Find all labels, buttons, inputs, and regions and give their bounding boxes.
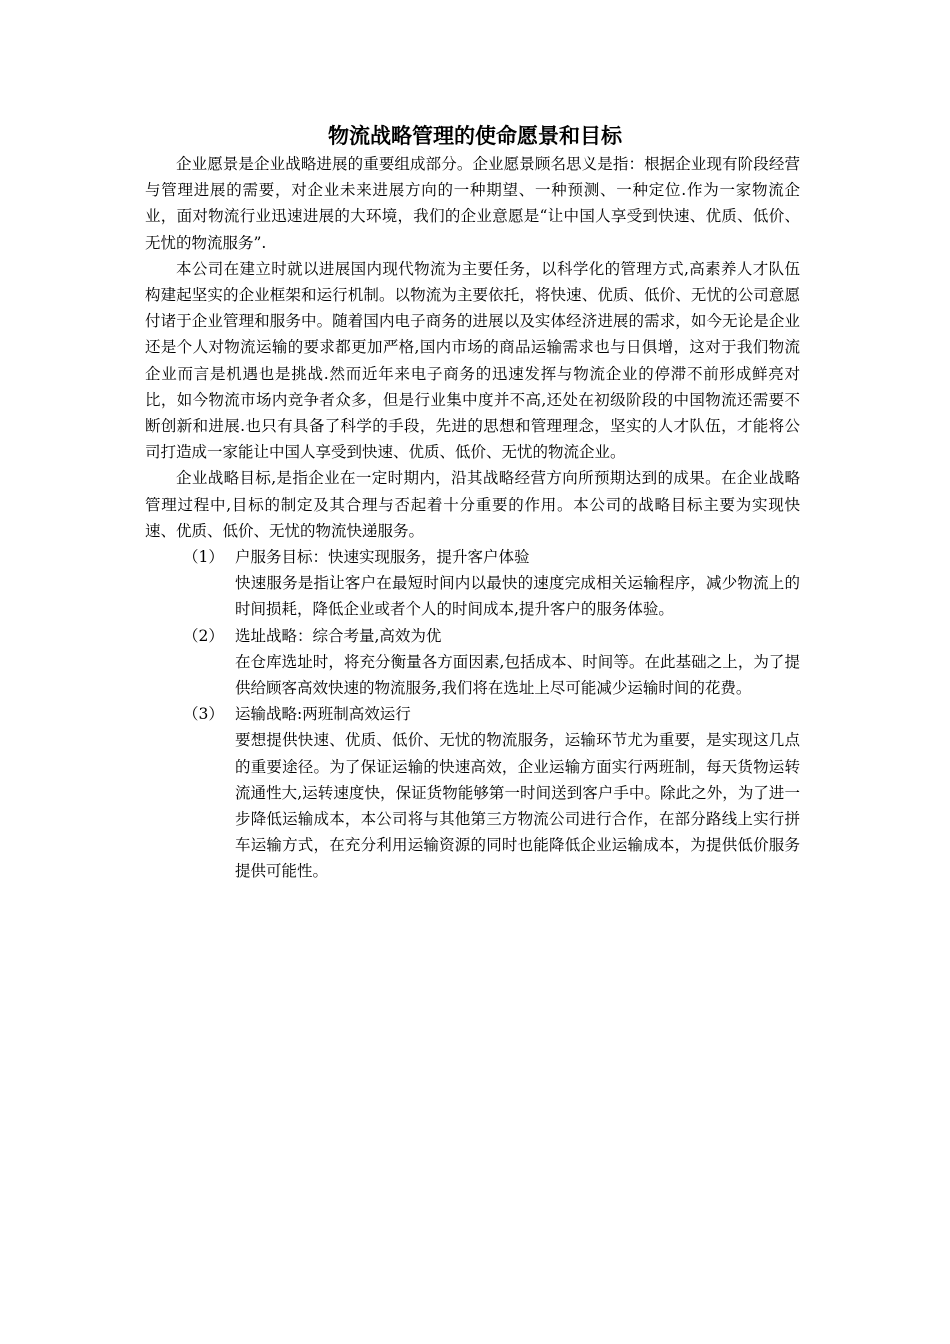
- list-item-number: （3）: [183, 705, 224, 724]
- list-item-title: 户服务目标：快速实现服务，提升客户体验: [235, 548, 530, 567]
- list-item-number: （1）: [183, 548, 224, 567]
- paragraph-strategy-goal: 企业战略目标,是指企业在一定时期内，沿其战略经营方向所预期达到的成果。在企业战略管理过程中,目标的制定及其合理与否起着十分重要的作用。本公司的战略目标主要为实现快速、优质、低价、无忧的物流快递服务。: [145, 469, 800, 540]
- list-item-body: 快速服务是指让客户在最短时间内以最快的速度完成相关运输程序，减少物流上的时间损耗，降低企业或者个人的时间成本,提升客户的服务体验。: [235, 574, 800, 619]
- document-body: [145, 151, 800, 885]
- list-item-heading: [145, 701, 800, 727]
- document-title: 物流战略管理的使命愿景和目标: [328, 124, 622, 148]
- list-item: [145, 701, 800, 884]
- list-item-title: 选址战略：综合考量,高效为优: [235, 626, 442, 645]
- list-item-body: 要想提供快速、优质、低价、无忧的物流服务，运输环节尤为重要，是实现这几点的重要途径。为了保证运输的快速高效，企业运输方面实行两班制，每天货物运转流通性大,运转速度快，保证货物能够第一时间送到客户手中。除此之外，为了进一步降低运输成本，本公司将与其他第三方物流公司进行合作，在部分路线上实行拼车运输方式，在充分利用运输资源的同时也能降低企业运输成本，为提供低价服务提供可能性。: [235, 731, 800, 881]
- list-item-body: 在仓库选址时，将充分衡量各方面因素,包括成本、时间等。在此基础之上，为了提供给顾客高效快速的物流服务,我们将在选址上尽可能减少运输时间的花费。: [235, 652, 800, 698]
- list-item: [145, 544, 800, 623]
- list-item-heading: [145, 623, 800, 649]
- paragraph-vision: 企业愿景是企业战略进展的重要组成部分。企业愿景顾名思义是指：根据企业现有阶段经营与管理进展的需要，对企业未来进展方向的一种期望、一种预测、一种定位.作为一家物流企业，面对物流行业迅速进展的大环境，我们的企业意愿是“让中国人享受到快速、优质、低价、无忧的物流服务”.: [145, 155, 800, 252]
- paragraph-company: 本公司在建立时就以进展国内现代物流为主要任务，以科学化的管理方式,高素养人才队伍构建起坚实的企业框架和运行机制。以物流为主要依托，将快速、优质、低价、无忧的公司意愿付诸于企业管理和服务中。随着国内电子商务的进展以及实体经济进展的需求，如今无论是企业还是个人对物流运输的要求都更加严格,国内市场的商品运输需求也与日俱增，这对于我们物流企业而言是机遇也是挑战.然而近年来电子商务的迅速发挥与物流企业的停滞不前形成鲜亮对比，如今物流市场内竞争者众多，但是行业集中度并不高,还处在初级阶段的中国物流还需要不断创新和进展.也只有具备了科学的手段，先进的思想和管理理念，坚实的人才队伍，才能将公司打造成一家能让中国人享受到快速、优质、低价、无忧的物流企业。: [145, 259, 800, 462]
- list-item: [145, 623, 800, 702]
- list-item-number: （2）: [183, 626, 224, 645]
- list-item-heading: [145, 544, 800, 570]
- list-item-title: 运输战略:两班制高效运行: [235, 705, 411, 724]
